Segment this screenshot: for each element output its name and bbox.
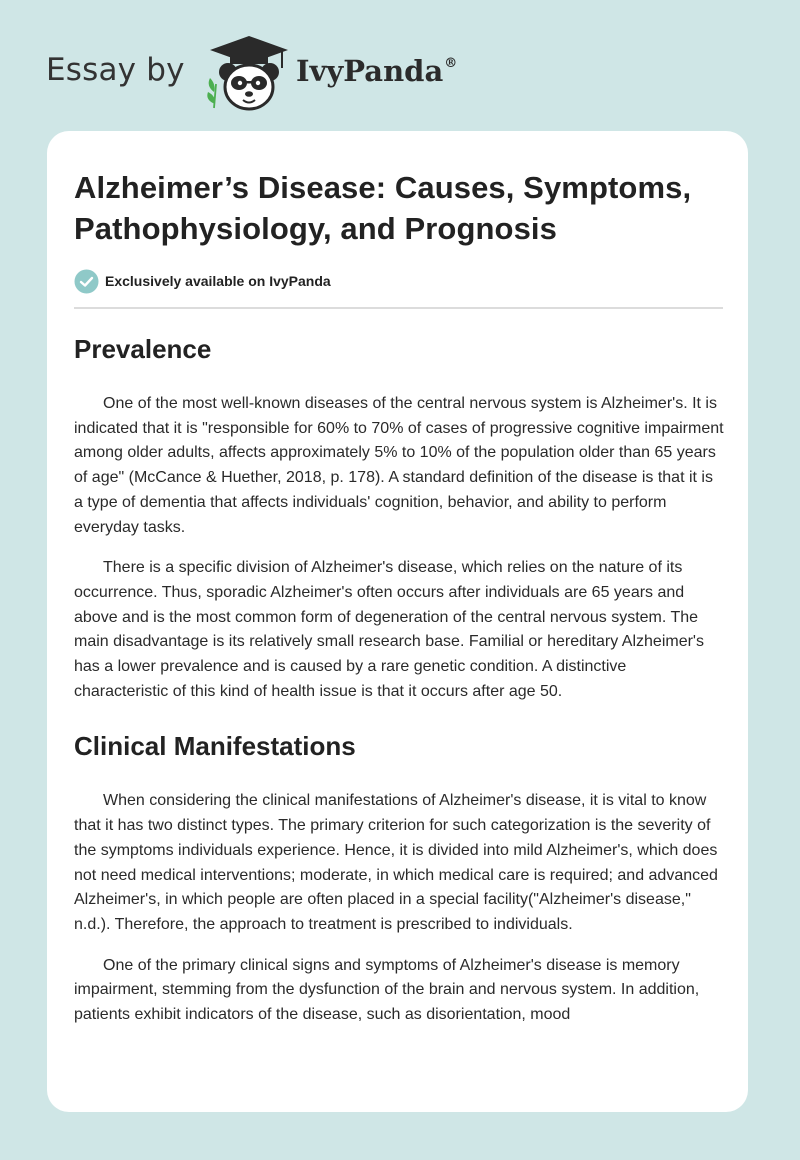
title-divider <box>74 307 723 309</box>
section-heading-clinical-manifestations: Clinical Manifestations <box>74 731 356 762</box>
brand-name[interactable] <box>296 54 457 88</box>
check-circle-icon <box>74 269 99 294</box>
paragraph: One of the most well-known diseases of the central nervous system is Alzheimer's. It is indicated that it is "responsible for 60% to 70% of cases of progressive cognitive impairment among older adults, affects approximately 5% to 10% of the population older than 65 years of age" (McCance & Huether, 2018, p. 178). A standard definition of the disease is that it is a type of dementia that affects individuals' cognition, behavior, and ability to perform everyday tasks. <box>74 395 724 536</box>
panda-graduate-icon[interactable] <box>202 34 296 112</box>
site-header <box>46 34 506 112</box>
paragraph: One of the primary clinical signs and symptoms of Alzheimer's disease is memory impairment, stemming from the dysfunction of the brain and nervous system. In addition, patients exhibit indicators of the disease, such as disorientation, mood <box>74 956 700 1024</box>
essay-by-label: Essay by <box>46 52 185 88</box>
paragraph: There is a specific division of Alzheimer's disease, which relies on the nature of its occurrence. Thus, sporadic Alzheimer's often occurs after individuals are 65 years and above and is the most common form of degeneration of the central nervous system. The main disadvantage is its relatively small research base. Familial or hereditary Alzheimer's has a lower prevalence and is caused by a rare genetic condition. A distinctive characteristic of this kind of health issue is that it occurs after age 50. <box>74 559 704 700</box>
exclusive-badge-text: Exclusively available on IvyPanda <box>105 273 331 289</box>
section-heading-prevalence: Prevalence <box>74 334 212 364</box>
brand-name-text: IvyPanda <box>296 54 444 88</box>
exclusive-badge <box>74 268 724 294</box>
essay-card <box>47 131 748 1112</box>
registered-mark: ® <box>444 56 458 71</box>
essay-title: Alzheimer’s Disease: Causes, Symptoms, Pathophysiology, and Prognosis <box>74 170 692 246</box>
paragraph: When considering the clinical manifestations of Alzheimer's disease, it is vital to know that it has two distinct types. The primary criterion for such categorization is the severity of the symptoms individuals experience. Hence, it is divided into mild Alzheimer's, which does not need medical interventions; moderate, in which medical care is required; and advanced Alzheimer's, in which people are often placed in a special facility("Alzheimer's disease," n.d.). Therefore, the approach to treatment is prescribed to individuals. <box>74 792 718 933</box>
essay-content <box>74 167 724 1028</box>
